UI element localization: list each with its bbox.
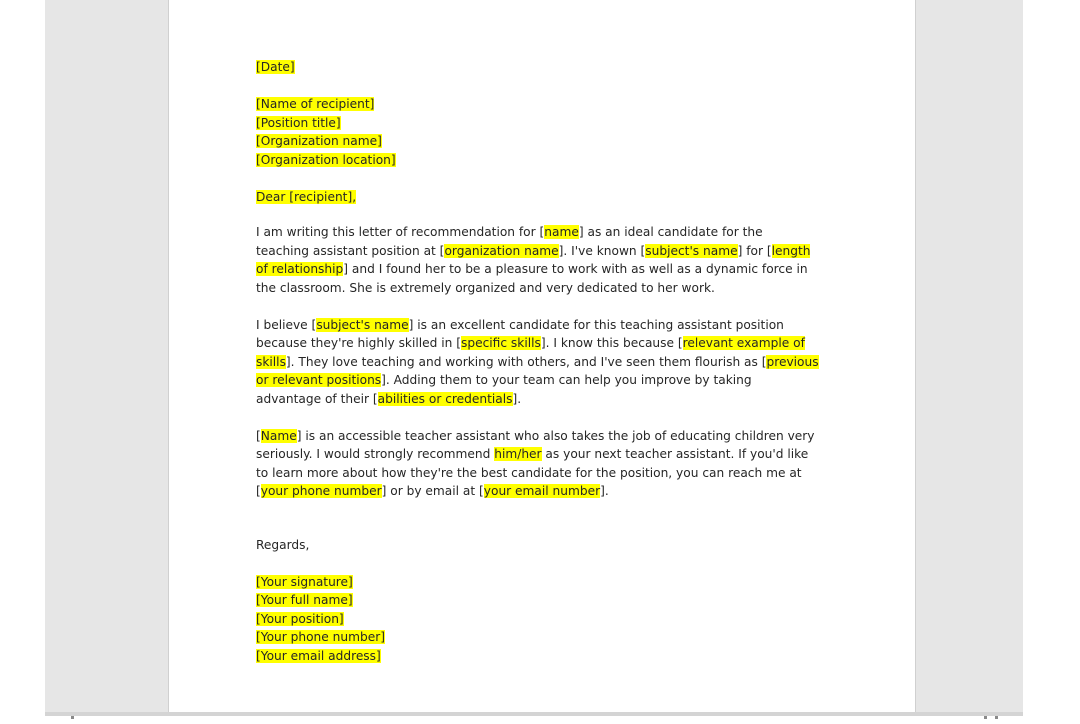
email-address-line xyxy=(256,647,836,666)
paragraph-2 xyxy=(256,316,836,409)
body-text: ] and I found her to be a pleasure to work with as well as a dynamic force in xyxy=(343,262,808,276)
paragraph-line xyxy=(256,242,836,261)
paragraph-line xyxy=(256,427,836,446)
body-text: because they're highly skilled in [ xyxy=(256,336,461,350)
salutation-line xyxy=(256,188,836,207)
paragraph-1 xyxy=(256,223,836,297)
paragraph-line xyxy=(256,223,836,242)
highlighted-placeholder: relevant example of xyxy=(682,336,805,350)
body-text: I believe [ xyxy=(256,317,317,332)
paragraph-3 xyxy=(256,427,836,501)
body-text: ]. I've known [ xyxy=(558,243,646,258)
highlighted-placeholder: him/her xyxy=(494,447,542,461)
body-text: ]. I know this because [ xyxy=(540,336,683,350)
phone-number-line xyxy=(256,628,836,647)
recipient-name-line xyxy=(256,95,836,114)
full-name-placeholder: [Your full name] xyxy=(256,593,353,607)
body-text: the classroom. She is extremely organized and very dedicated to her work. xyxy=(256,280,715,295)
paragraph-line xyxy=(256,279,836,298)
paragraph-line xyxy=(256,390,836,409)
highlighted-placeholder: or relevant positions xyxy=(256,373,382,387)
closing: Regards, xyxy=(256,537,310,552)
signature-placeholder: [Your signature] xyxy=(256,574,353,589)
full-name-line xyxy=(256,591,836,610)
body-text: to learn more about how they're the best candidate for the position, you can reach me at xyxy=(256,465,802,480)
body-text: [ xyxy=(256,428,261,443)
organization-location-line xyxy=(256,151,836,170)
date-placeholder: [Date] xyxy=(256,60,295,74)
highlighted-placeholder: your email number xyxy=(483,484,601,498)
closing-line xyxy=(256,536,836,555)
status-marker-right-2 xyxy=(995,716,998,719)
paragraph-line xyxy=(256,482,836,501)
body-text: I am writing this letter of recommendation for [ xyxy=(256,225,545,239)
body-text: [ xyxy=(256,484,261,498)
letter-body[interactable] xyxy=(256,58,836,665)
paragraph-line xyxy=(256,260,836,279)
body-text: ] as an ideal candidate for the xyxy=(578,225,763,239)
date-line xyxy=(256,58,836,77)
signature-line xyxy=(256,573,836,592)
highlighted-placeholder: abilities or credentials xyxy=(377,391,513,406)
body-text: ] or by email at [ xyxy=(381,484,484,498)
highlighted-placeholder: subject's name xyxy=(645,243,738,258)
body-text: ]. xyxy=(600,484,609,498)
highlighted-placeholder: skills xyxy=(256,354,286,369)
body-text: teaching assistant position at [ xyxy=(256,243,445,258)
highlighted-placeholder: specific skills xyxy=(461,336,541,350)
body-text: ] for [ xyxy=(737,243,772,258)
paragraph-line xyxy=(256,371,836,390)
body-text: ]. They love teaching and working with others, and I've seen them flourish as [ xyxy=(285,354,767,369)
body-text: ] is an accessible teacher assistant who also takes the job of educating children very xyxy=(296,428,815,443)
highlighted-placeholder: Name xyxy=(260,428,297,443)
body-text: seriously. I would strongly recommend xyxy=(256,447,495,461)
organization-location-placeholder: [Organization location] xyxy=(256,152,396,167)
paragraph-line xyxy=(256,316,836,335)
status-marker-left xyxy=(71,716,74,719)
salutation: Dear [recipient], xyxy=(256,189,357,204)
horizontal-scrollbar[interactable] xyxy=(45,712,1023,716)
organization-name-placeholder: [Organization name] xyxy=(256,134,382,148)
position-title-line xyxy=(256,114,836,133)
body-text: advantage of their [ xyxy=(256,391,378,406)
highlighted-placeholder: name xyxy=(544,225,579,239)
body-text: ] is an excellent candidate for this teaching assistant position xyxy=(408,317,784,332)
body-text: ]. Adding them to your team can help you improve by taking xyxy=(381,373,752,387)
highlighted-placeholder: previous xyxy=(766,354,819,369)
highlighted-placeholder: your phone number xyxy=(260,484,382,498)
position-title-placeholder: [Position title] xyxy=(256,115,341,130)
your-position-placeholder: [Your position] xyxy=(256,611,344,626)
highlighted-placeholder: of relationship xyxy=(256,262,344,276)
highlighted-placeholder: organization name xyxy=(444,243,559,258)
paragraph-line xyxy=(256,445,836,464)
paragraph-line xyxy=(256,464,836,483)
your-position-line xyxy=(256,610,836,629)
status-marker-right-1 xyxy=(984,716,987,719)
phone-number-placeholder: [Your phone number] xyxy=(256,630,385,644)
organization-name-line xyxy=(256,132,836,151)
recipient-name-placeholder: [Name of recipient] xyxy=(256,97,375,111)
highlighted-placeholder: subject's name xyxy=(316,317,409,332)
paragraph-line xyxy=(256,353,836,372)
email-address-placeholder: [Your email address] xyxy=(256,648,381,663)
paragraph-line xyxy=(256,334,836,353)
body-text: ]. xyxy=(512,391,522,406)
body-text: as your next teacher assistant. If you'd like xyxy=(541,447,809,461)
highlighted-placeholder: length xyxy=(771,243,811,258)
